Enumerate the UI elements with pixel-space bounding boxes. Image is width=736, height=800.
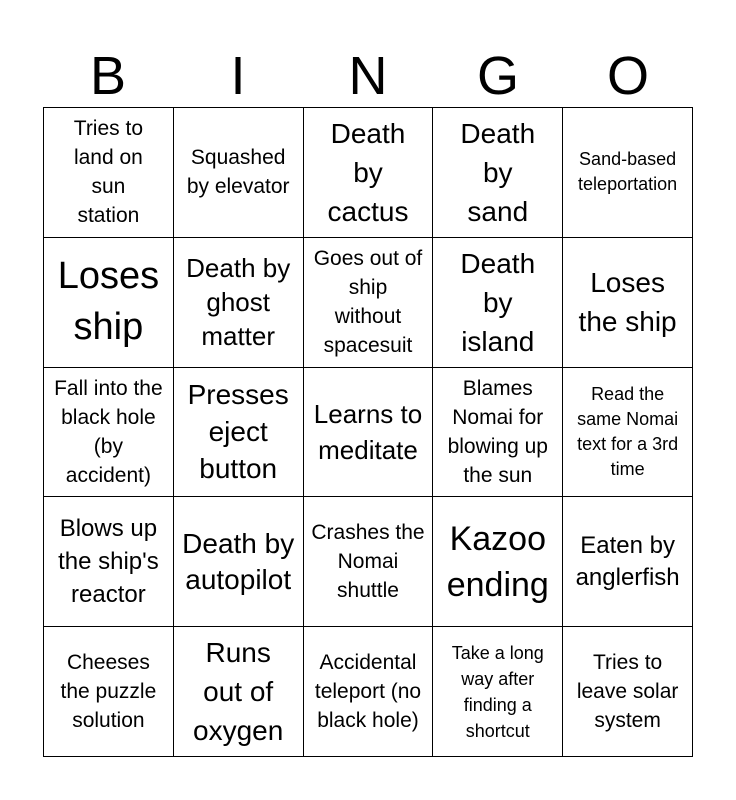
cell-text: Tries to land on sun station [73,117,143,228]
cell-text: Read the same Nomai text for a 3rd time [577,383,679,479]
cell-text: Death by autopilot [182,527,295,595]
cell-text: Death by island [460,247,536,357]
bingo-cell[interactable] [563,108,693,238]
bingo-cell[interactable] [44,238,174,368]
bingo-cell[interactable] [174,108,304,238]
bingo-cell[interactable] [44,627,174,757]
cell-text: Crashes the Nomai shuttle [311,521,425,603]
cell-text: Goes out of ship without spacesuit [313,247,423,358]
cell-text: Loses the ship [578,267,677,338]
bingo-cell[interactable] [433,497,563,627]
cell-text: Eaten by anglerfish [575,531,680,591]
bingo-cell[interactable] [304,238,434,368]
bingo-cell[interactable] [44,368,174,498]
cell-text: Presses eject button [187,379,289,485]
header-letter-i: I [230,46,246,106]
cell-text: Tries to leave solar system [576,651,679,733]
cell-text: Blames Nomai for blowing up the sun [447,376,548,487]
bingo-cell[interactable] [433,238,563,368]
bingo-cell[interactable] [174,368,304,498]
bingo-cell[interactable] [563,627,693,757]
cell-text: Blows up the ship's reactor [58,515,159,609]
cell-text: Learns to meditate [313,398,423,465]
cell-text: Take a long way after finding a shortcut [451,642,544,741]
header-letter-o: O [606,46,649,106]
cell-text: Squashed by elevator [186,146,290,199]
cell-text: Death by cactus [327,117,409,227]
cell-text: Kazoo ending [446,519,549,604]
bingo-header [43,46,693,106]
bingo-cell[interactable] [304,497,434,627]
cell-text: Death by ghost matter [186,253,291,352]
bingo-cell[interactable] [563,368,693,498]
bingo-cell[interactable] [433,108,563,238]
bingo-cell[interactable] [304,368,434,498]
header-letter-g: G [476,46,519,106]
bingo-cell[interactable] [44,497,174,627]
cell-text: Loses ship [57,255,160,349]
bingo-cell[interactable] [44,108,174,238]
bingo-cell[interactable] [174,497,304,627]
cell-text: Cheeses the puzzle solution [60,651,157,733]
bingo-cell[interactable] [563,238,693,368]
bingo-board [43,107,693,757]
header-letter-n: N [348,46,388,106]
bingo-cell[interactable] [433,627,563,757]
bingo-cell[interactable] [304,627,434,757]
cell-text: Sand-based teleportation [578,149,678,195]
bingo-cell[interactable] [174,238,304,368]
cell-text: Fall into the black hole (by accident) [54,376,163,487]
header-letter-b: B [89,46,127,106]
cell-text: Accidental teleport (no black hole) [314,651,422,733]
bingo-cell[interactable] [304,108,434,238]
cell-text: Runs out of oxygen [193,637,284,747]
bingo-cell[interactable] [563,497,693,627]
bingo-cell[interactable] [433,368,563,498]
cell-text: Death by sand [460,117,536,227]
bingo-cell[interactable] [174,627,304,757]
